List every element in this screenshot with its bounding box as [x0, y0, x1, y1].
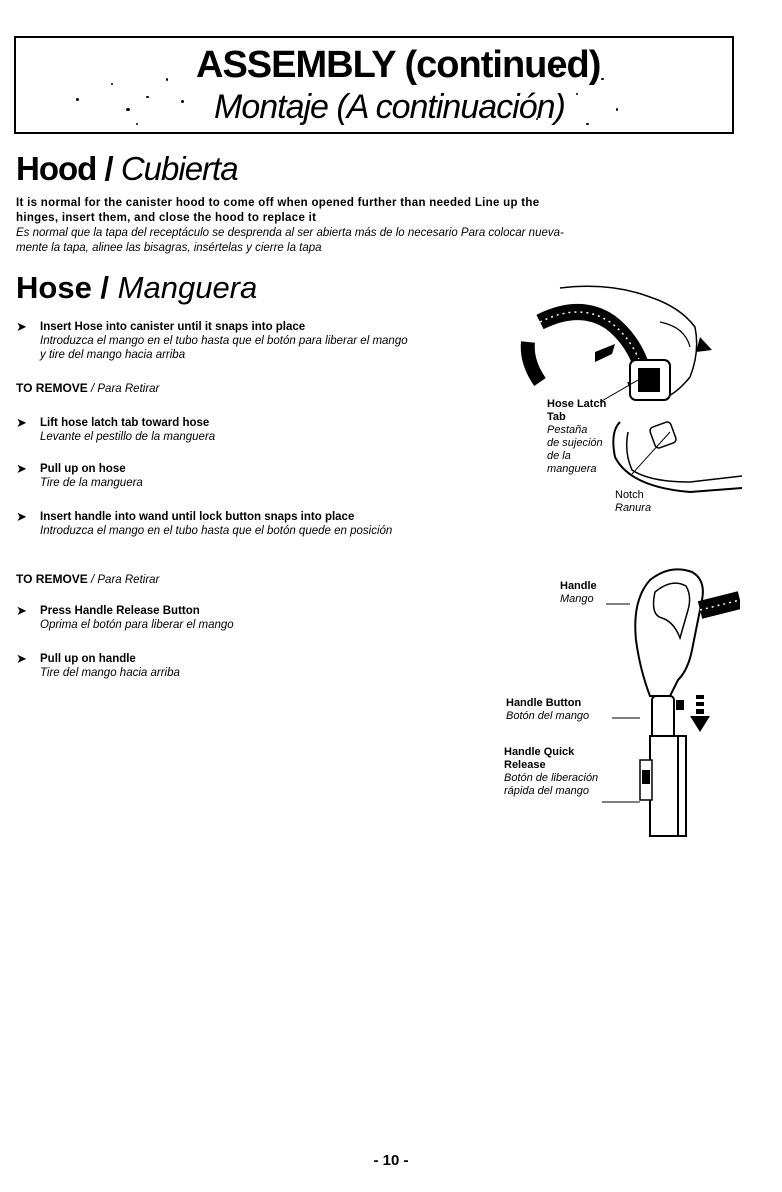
hose-title-es: Manguera — [117, 270, 258, 305]
bullet-arrow-icon: ➤ — [16, 461, 27, 476]
bullet-arrow-icon: ➤ — [16, 415, 27, 430]
handle-quick-release-label: Handle Quick Release Botón de liberación rápida del mango — [504, 746, 599, 797]
hose-step-1: ➤ Insert Hose into canister until it snaps into place Introduzca el mango en el tubo hasta que el botón para liberar el mango y tire del mango hacia arriba — [16, 319, 408, 361]
hose-step-4: ➤ Insert handle into wand until lock button snaps into place Introduzca el mango en el tubo hasta que el botón quede en posición — [16, 509, 393, 537]
bullet-arrow-icon: ➤ — [16, 509, 27, 524]
bullet-arrow-icon: ➤ — [16, 651, 27, 666]
hood-text-es-line-2: mente la tapa, alinee las bisagras, insértelas y cierre la tapa — [16, 242, 322, 254]
hose-step-3: ➤ Pull up on hose Tire de la manguera — [16, 461, 143, 489]
header-subtitle: Montaje (A continuación) — [214, 88, 565, 126]
hose-step-2: ➤ Lift hose latch tab toward hose Levante el pestillo de la manguera — [16, 415, 216, 443]
hood-paragraph — [16, 196, 766, 256]
hose-section-title: Hose / Manguera — [16, 270, 258, 305]
notch-label: Notch Ranura — [615, 489, 652, 514]
header-banner — [14, 36, 734, 134]
page-number: - 10 - — [373, 1152, 409, 1169]
handle-to-remove-heading: TO REMOVE / Para Retirar — [16, 572, 160, 586]
hood-title-es: Cubierta — [120, 150, 238, 187]
bullet-arrow-icon: ➤ — [16, 319, 27, 334]
hood-text-en-line-1: It is normal for the canister hood to come off when opened further than needed Line up the — [16, 197, 540, 209]
handle-button-label: Handle Button Botón del mango — [506, 697, 590, 722]
handle-label: Handle Mango — [560, 580, 597, 605]
hose-latch-tab-label: Hose Latch Tab Pestaña de sujeción de la manguera — [547, 398, 607, 475]
hood-text-en-line-2: hinges, insert them, and close the hood to replace it — [16, 212, 317, 224]
hose-title-en: Hose — [16, 270, 92, 305]
hood-title-en: Hood — [16, 150, 97, 187]
hood-section-title: Hood / Cubierta — [16, 150, 238, 187]
header-title: ASSEMBLY (continued) — [196, 44, 601, 86]
hood-text-es-line-1: Es normal que la tapa del receptáculo se desprenda al ser abierta más de lo necesario Para colocar nueva- — [16, 227, 564, 239]
handle-step-1: ➤ Press Handle Release Button Oprima el botón para liberar el mango — [16, 603, 234, 631]
handle-step-2: ➤ Pull up on handle Tire del mango hacia arriba — [16, 651, 180, 679]
hose-to-remove-heading: TO REMOVE / Para Retirar — [16, 381, 160, 395]
bullet-arrow-icon: ➤ — [16, 603, 27, 618]
handle-release-illustration — [600, 560, 740, 840]
